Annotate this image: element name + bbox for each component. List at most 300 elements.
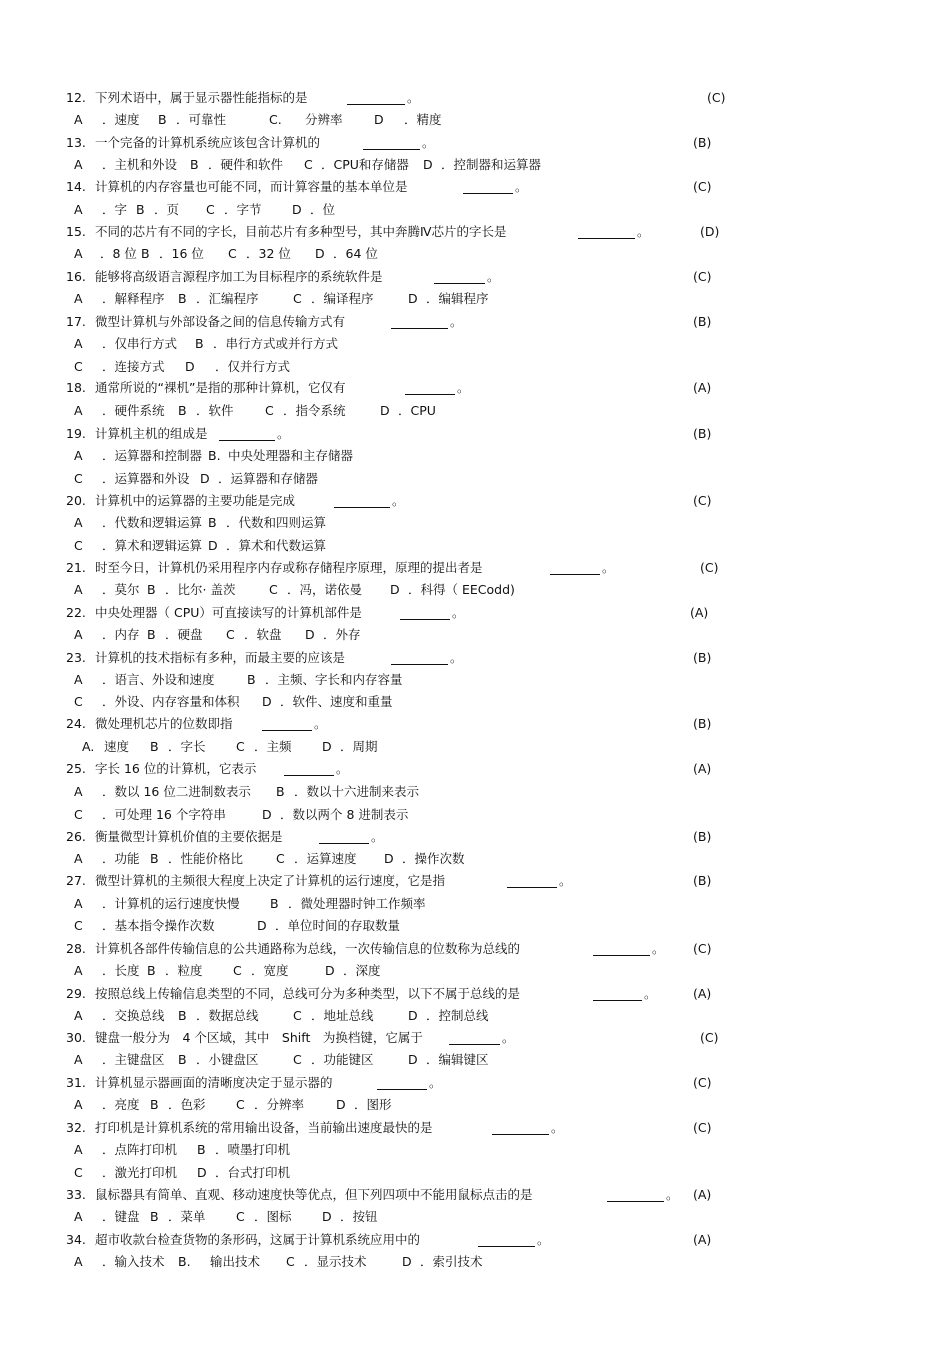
option-text: ．单位时间的存取数量: [275, 918, 401, 933]
answer-blank[interactable]: [492, 1134, 549, 1135]
options-row: [0, 849, 950, 869]
question-line: [0, 1028, 950, 1048]
option-letter: A: [74, 515, 83, 530]
option-text: ．数以十六进制来表示: [294, 784, 420, 799]
option-text: 分辨率: [305, 112, 343, 127]
option-letter: A: [74, 1008, 83, 1023]
option-letter: C: [74, 538, 83, 553]
option-text: 输出技术: [210, 1254, 261, 1269]
options-row: [0, 1252, 950, 1272]
option-text: ．编译程序: [311, 291, 374, 306]
answer-key: (C): [700, 560, 719, 575]
option-letter: B: [270, 896, 279, 911]
question-end-mark: 。: [277, 426, 290, 441]
question-end-mark: 。: [666, 1187, 679, 1202]
option-text: ．串行方式或并行方式: [213, 336, 339, 351]
option-letter: D: [305, 627, 315, 642]
option-text: ．编辑键区: [426, 1052, 489, 1067]
option-text: ．算术和代数运算: [226, 538, 327, 553]
option-text: ．色彩: [168, 1097, 206, 1112]
option-letter: C: [74, 471, 83, 486]
option-letter: B: [276, 784, 285, 799]
question-number: 13.: [66, 135, 86, 150]
option-letter: D: [185, 359, 195, 374]
option-letter: C: [236, 1209, 245, 1224]
option-letter: C: [233, 963, 242, 978]
option-letter: D: [423, 157, 433, 172]
option-letter: A: [74, 1209, 83, 1224]
answer-blank[interactable]: [219, 440, 275, 441]
answer-blank[interactable]: [363, 149, 420, 150]
question-number: 26.: [66, 829, 86, 844]
question-stem: 能够将高级语言源程序加工为目标程序的系统软件是: [95, 269, 383, 284]
option-letter: B: [178, 291, 187, 306]
options-row: [0, 469, 950, 489]
option-text: ．软件、速度和重量: [280, 694, 393, 709]
question-end-mark: 。: [652, 941, 665, 956]
option-letter: B: [150, 739, 159, 754]
option-text: ．输入技术: [102, 1254, 165, 1269]
option-text: ．激光打印机: [102, 1165, 178, 1180]
option-text: ．可处理 16 个字符串: [102, 807, 226, 822]
question-number: 24.: [66, 716, 86, 731]
answer-blank[interactable]: [463, 193, 513, 194]
option-letter: B: [141, 246, 150, 261]
option-letter: C: [293, 1052, 302, 1067]
option-letter: A: [74, 784, 83, 799]
answer-key: (C): [693, 269, 712, 284]
answer-blank[interactable]: [578, 238, 635, 239]
option-text: ．运算器和控制器: [102, 448, 203, 463]
option-letter: C: [293, 291, 302, 306]
option-text: ．CPU: [398, 403, 436, 418]
answer-blank[interactable]: [449, 1044, 500, 1045]
option-letter: D: [322, 1209, 332, 1224]
answer-blank[interactable]: [507, 887, 557, 888]
question-number: 21.: [66, 560, 86, 575]
question-stem: 计算机显示器画面的清晰度决定于显示器的: [95, 1075, 333, 1090]
question-number: 20.: [66, 493, 86, 508]
question-line: [0, 88, 950, 108]
question-line: [0, 177, 950, 197]
option-letter: B: [147, 963, 156, 978]
answer-blank[interactable]: [550, 574, 600, 575]
answer-key: (B): [693, 873, 712, 888]
options-row: [0, 625, 950, 645]
option-text: ．仅串行方式: [102, 336, 178, 351]
option-text: ．软件: [196, 403, 234, 418]
option-text: ．解释程序: [102, 291, 165, 306]
question-end-mark: 。: [537, 1232, 550, 1247]
question-end-mark: 。: [515, 179, 528, 194]
option-letter: A: [74, 202, 83, 217]
option-text: ．连接方式: [102, 359, 165, 374]
option-text: ．性能价格比: [168, 851, 244, 866]
question-stem: 计算机的技术指标有多种，而最主要的应该是: [95, 650, 346, 665]
option-text: ．软盘: [244, 627, 282, 642]
question-number: 18.: [66, 380, 86, 395]
question-line: [0, 558, 950, 578]
option-letter: D: [262, 694, 272, 709]
answer-key: (A): [693, 986, 712, 1001]
answer-blank[interactable]: [478, 1246, 535, 1247]
question-line: [0, 939, 950, 959]
option-letter: D: [408, 291, 418, 306]
option-text: ．长度: [102, 963, 140, 978]
question-stem: 字长 16 位的计算机，它表示: [95, 761, 257, 776]
option-letter: A: [74, 246, 83, 261]
option-letter: B: [136, 202, 145, 217]
option-text: 中央处理器和主存储器: [228, 448, 354, 463]
question-line: [0, 491, 950, 511]
options-row: [0, 446, 950, 466]
options-row: [0, 1006, 950, 1026]
option-text: ．16 位: [159, 246, 204, 261]
option-text: ．8 位: [100, 246, 137, 261]
option-text: ．微处理器时钟工作频率: [288, 896, 426, 911]
option-letter: B: [190, 157, 199, 172]
answer-key: (B): [693, 716, 712, 731]
question-stem: 时至今日，计算机仍采用程序内存或称存储程序原理，原理的提出者是: [95, 560, 483, 575]
question-end-mark: 。: [429, 1075, 442, 1090]
option-letter: A: [74, 1052, 83, 1067]
option-letter: C: [228, 246, 237, 261]
options-row: [0, 1140, 950, 1160]
question-line: [0, 871, 950, 891]
option-letter: C: [74, 359, 83, 374]
option-letter: B: [178, 1008, 187, 1023]
option-letter: A: [74, 291, 83, 306]
option-text: ．代数和四则运算: [226, 515, 327, 530]
answer-key: (C): [700, 1030, 719, 1045]
question-number: 23.: [66, 650, 86, 665]
option-text: ．亮度: [102, 1097, 140, 1112]
option-letter: C: [226, 627, 235, 642]
option-letter: C: [74, 694, 83, 709]
option-letter: B: [158, 112, 167, 127]
option-text: ．比尔· 盖茨: [165, 582, 236, 597]
options-row: [0, 805, 950, 825]
option-letter: B: [150, 851, 159, 866]
answer-blank[interactable]: [262, 730, 312, 731]
answer-blank[interactable]: [319, 843, 369, 844]
question-number: 19.: [66, 426, 86, 441]
answer-blank[interactable]: [607, 1201, 664, 1202]
answer-blank[interactable]: [377, 1089, 427, 1090]
option-text: ．控制器和运算器: [441, 157, 542, 172]
option-letter: C: [74, 918, 83, 933]
question-stem: 计算机各部件传输信息的公共通路称为总线，一次传输信息的位数称为总线的: [95, 941, 521, 956]
question-end-mark: 。: [407, 90, 420, 105]
option-letter: B: [178, 403, 187, 418]
question-stem: 计算机的内存容量也可能不同，而计算容量的基本单位是: [95, 179, 408, 194]
answer-key: (C): [693, 179, 712, 194]
question-line: [0, 714, 950, 734]
option-text: ．数以 16 位二进制数表示: [102, 784, 251, 799]
option-text: ．功能键区: [311, 1052, 374, 1067]
option-letter: A: [74, 448, 83, 463]
question-line: [0, 133, 950, 153]
question-number: 32.: [66, 1120, 86, 1135]
question-end-mark: 。: [336, 761, 349, 776]
option-text: ．主键盘区: [102, 1052, 165, 1067]
option-text: ．硬件系统: [102, 403, 165, 418]
answer-blank[interactable]: [334, 507, 390, 508]
options-row: [0, 401, 950, 421]
answer-key: (C): [693, 941, 712, 956]
option-text: ．图形: [354, 1097, 392, 1112]
answer-key: (A): [693, 1232, 712, 1247]
answer-key: (B): [693, 314, 712, 329]
option-text: ．硬盘: [165, 627, 203, 642]
option-letter: D: [408, 1008, 418, 1023]
option-text: ．运算器和存储器: [218, 471, 319, 486]
option-letter: D: [200, 471, 210, 486]
option-text: ．功能: [102, 851, 140, 866]
question-line: [0, 312, 950, 332]
options-row: [0, 357, 950, 377]
question-stem: 鼠标器具有简单、直观、移动速度快等优点，但下列四项中不能用鼠标点击的是: [95, 1187, 533, 1202]
option-text: ．台式打印机: [215, 1165, 291, 1180]
answer-blank[interactable]: [391, 328, 448, 329]
answer-key: (C): [707, 90, 726, 105]
option-letter: C: [236, 1097, 245, 1112]
option-text: ．外设、内存容量和体积: [102, 694, 240, 709]
options-row: [0, 961, 950, 981]
question-end-mark: 。: [559, 873, 572, 888]
option-letter: B: [147, 582, 156, 597]
question-end-mark: 。: [314, 716, 327, 731]
question-stem: 微型计算机的主频很大程度上决定了计算机的运行速度，它是指: [95, 873, 446, 888]
options-row: [0, 1095, 950, 1115]
option-text: ．粒度: [165, 963, 203, 978]
option-letter: C: [304, 157, 313, 172]
option-text: ．外存: [323, 627, 361, 642]
option-text: 速度: [104, 739, 130, 754]
option-text: ．代数和逻辑运算: [102, 515, 203, 530]
question-end-mark: 。: [602, 560, 615, 575]
option-text: ．运算速度: [294, 851, 357, 866]
option-letter: D: [384, 851, 394, 866]
options-row: [0, 289, 950, 309]
option-letter: C: [236, 739, 245, 754]
option-letter: D: [402, 1254, 412, 1269]
question-line: [0, 1118, 950, 1138]
question-stem: 微型计算机与外部设备之间的信息传输方式有: [95, 314, 346, 329]
option-letter: D: [374, 112, 384, 127]
option-text: ．位: [310, 202, 336, 217]
option-text: ．按钮: [340, 1209, 378, 1224]
option-text: ．分辨率: [254, 1097, 305, 1112]
question-stem: 按照总线上传输信息类型的不同，总线可分为多种类型，以下不属于总线的是: [95, 986, 521, 1001]
option-text: ．计算机的运行速度快慢: [102, 896, 240, 911]
option-text: ．显示技术: [304, 1254, 367, 1269]
answer-key: (C): [693, 493, 712, 508]
option-text: ．可靠性: [176, 112, 227, 127]
option-text: ．数据总线: [196, 1008, 259, 1023]
question-line: [0, 759, 950, 779]
question-stem: 超市收款台检查货物的条形码，这属于计算机系统应用中的: [95, 1232, 421, 1247]
question-end-mark: 。: [392, 493, 405, 508]
question-number: 25.: [66, 761, 86, 776]
option-letter: B: [178, 1052, 187, 1067]
options-row: [0, 1207, 950, 1227]
option-text: ．主频: [254, 739, 292, 754]
option-text: ．算术和逻辑运算: [102, 538, 203, 553]
option-text: ．数以两个 8 进制表示: [280, 807, 409, 822]
option-letter: D: [380, 403, 390, 418]
question-stem: 下列术语中，属于显示器性能指标的是: [95, 90, 308, 105]
answer-key: (B): [693, 426, 712, 441]
option-letter: B: [195, 336, 204, 351]
option-text: ．周期: [340, 739, 378, 754]
answer-blank[interactable]: [284, 775, 334, 776]
answer-key: (A): [693, 380, 712, 395]
question-end-mark: 。: [644, 986, 657, 1001]
question-end-mark: 。: [457, 380, 470, 395]
question-end-mark: 。: [450, 650, 463, 665]
question-number: 16.: [66, 269, 86, 284]
answer-blank[interactable]: [400, 619, 450, 620]
option-letter: D: [336, 1097, 346, 1112]
option-letter: B: [197, 1142, 206, 1157]
question-stem: 通常所说的“裸机”是指的那种计算机，它仅有: [95, 380, 346, 395]
answer-key: (B): [693, 650, 712, 665]
answer-blank[interactable]: [593, 1000, 642, 1001]
question-number: 12.: [66, 90, 86, 105]
answer-blank[interactable]: [405, 394, 455, 395]
option-text: ．科得（ EECodd): [408, 582, 515, 597]
option-text: ．冯，诺依曼: [287, 582, 363, 597]
option-text: ．控制总线: [426, 1008, 489, 1023]
answer-blank[interactable]: [391, 664, 448, 665]
option-letter: C: [74, 807, 83, 822]
options-row: [0, 916, 950, 936]
option-text: ．基本指令操作次数: [102, 918, 215, 933]
option-text: ．32 位: [246, 246, 291, 261]
option-text: ．内存: [102, 627, 140, 642]
question-end-mark: 。: [452, 605, 465, 620]
question-line: [0, 603, 950, 623]
question-number: 15.: [66, 224, 86, 239]
option-text: ．小键盘区: [196, 1052, 259, 1067]
option-text: ．索引技术: [420, 1254, 483, 1269]
option-letter: A: [74, 403, 83, 418]
option-letter: A: [74, 582, 83, 597]
question-line: [0, 1073, 950, 1093]
answer-blank[interactable]: [434, 283, 485, 284]
option-letter: B: [247, 672, 256, 687]
option-text: ．操作次数: [402, 851, 465, 866]
option-letter: A: [74, 157, 83, 172]
option-text: ．CPU和存储器: [321, 157, 409, 172]
question-number: 31.: [66, 1075, 86, 1090]
options-row: [0, 580, 950, 600]
answer-blank[interactable]: [593, 955, 650, 956]
options-row: [0, 334, 950, 354]
answer-blank[interactable]: [347, 104, 405, 105]
option-text: ．字节: [224, 202, 262, 217]
option-text: ．点阵打印机: [102, 1142, 178, 1157]
question-end-mark: 。: [450, 314, 463, 329]
question-number: 17.: [66, 314, 86, 329]
options-row: [0, 670, 950, 690]
options-row: [0, 110, 950, 130]
option-text: ．仅并行方式: [215, 359, 291, 374]
question-number: 34.: [66, 1232, 86, 1247]
option-letter: B: [150, 1209, 159, 1224]
answer-key: (D): [700, 224, 720, 239]
option-letter: D: [325, 963, 335, 978]
option-letter: D: [408, 1052, 418, 1067]
options-row: [0, 782, 950, 802]
option-letter: A.: [82, 739, 95, 754]
options-row: [0, 1163, 950, 1183]
question-number: 28.: [66, 941, 86, 956]
option-text: ．汇编程序: [196, 291, 259, 306]
question-number: 33.: [66, 1187, 86, 1202]
option-text: ．图标: [254, 1209, 292, 1224]
option-letter: B: [150, 1097, 159, 1112]
option-text: ．硬件和软件: [208, 157, 284, 172]
question-number: 14.: [66, 179, 86, 194]
option-letter: B.: [208, 448, 221, 463]
options-row: [0, 737, 950, 757]
question-stem: 打印机是计算机系统的常用输出设备，当前输出速度最快的是: [95, 1120, 433, 1135]
question-line: [0, 1185, 950, 1205]
option-text: ．喷墨打印机: [215, 1142, 291, 1157]
option-text: ．菜单: [168, 1209, 206, 1224]
option-letter: C: [265, 403, 274, 418]
option-letter: C: [276, 851, 285, 866]
option-text: ．地址总线: [311, 1008, 374, 1023]
question-stem: 中央处理器（ CPU）可直接读写的计算机部件是: [95, 605, 362, 620]
question-end-mark: 。: [551, 1120, 564, 1135]
answer-key: (C): [693, 1120, 712, 1135]
question-line: [0, 378, 950, 398]
answer-key: (C): [693, 1075, 712, 1090]
option-letter: D: [292, 202, 302, 217]
question-end-mark: 。: [502, 1030, 515, 1045]
option-text: ．字: [102, 202, 128, 217]
option-letter: D: [262, 807, 272, 822]
question-end-mark: 。: [422, 135, 435, 150]
option-letter: C: [206, 202, 215, 217]
question-line: [0, 424, 950, 444]
option-letter: B: [147, 627, 156, 642]
option-text: ．精度: [404, 112, 442, 127]
question-stem: 计算机主机的组成是: [95, 426, 208, 441]
question-end-mark: 。: [637, 224, 650, 239]
question-end-mark: 。: [487, 269, 500, 284]
options-row: [0, 513, 950, 533]
option-text: ．键盘: [102, 1209, 140, 1224]
option-letter: C: [74, 1165, 83, 1180]
option-letter: A: [74, 627, 83, 642]
option-letter: D: [208, 538, 218, 553]
option-letter: D: [322, 739, 332, 754]
answer-key: (B): [693, 829, 712, 844]
option-text: ．宽度: [251, 963, 289, 978]
option-text: ．语言、外设和速度: [102, 672, 215, 687]
option-letter: D: [257, 918, 267, 933]
option-letter: B: [208, 515, 217, 530]
option-text: ．字长: [168, 739, 206, 754]
options-row: [0, 692, 950, 712]
answer-key: (A): [690, 605, 709, 620]
options-row: [0, 894, 950, 914]
question-number: 22.: [66, 605, 86, 620]
